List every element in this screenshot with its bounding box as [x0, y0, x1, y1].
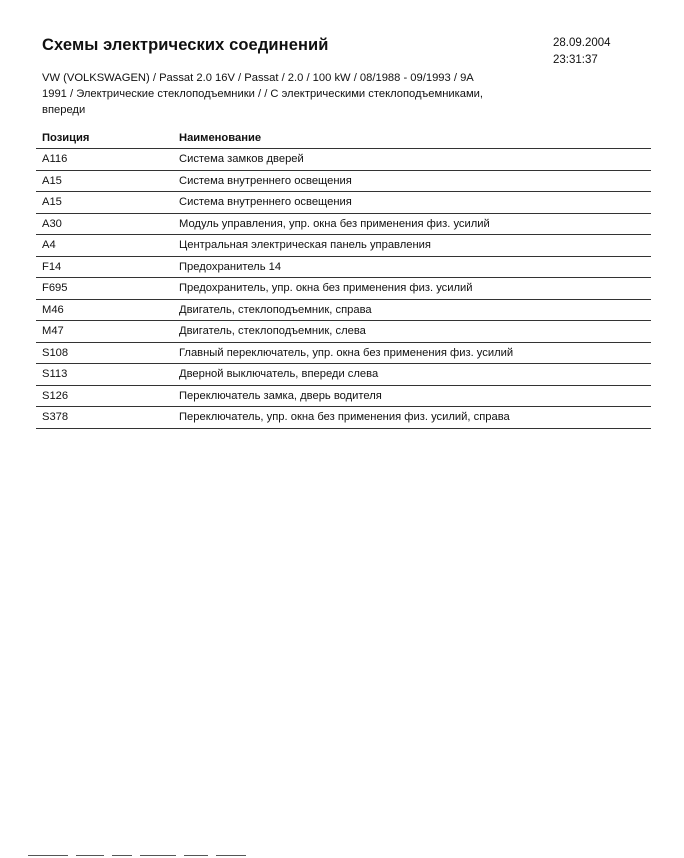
table-row [36, 407, 651, 429]
vehicle-line-3: впереди [42, 104, 86, 116]
cell-name: Система замков дверей [173, 149, 651, 171]
cell-position: A116 [36, 149, 173, 171]
page-edge-artifact [28, 852, 328, 858]
cell-position: S113 [36, 364, 173, 386]
table-row [36, 235, 651, 257]
table-row [36, 170, 651, 192]
table-row [36, 299, 651, 321]
cell-position: A30 [36, 213, 173, 235]
cell-position: A15 [36, 192, 173, 214]
cell-name: Система внутреннего освещения [173, 192, 651, 214]
print-time: 23:31:37 [553, 54, 598, 66]
cell-position: S108 [36, 342, 173, 364]
cell-name: Главный переключатель, упр. окна без применения физ. усилий [173, 342, 651, 364]
table-row [36, 213, 651, 235]
column-header-position: Позиция [36, 128, 173, 149]
vehicle-line-1: VW (VOLKSWAGEN) / Passat 2.0 16V / Passat / 2.0 / 100 kW / 08/1988 - 09/1993 / 9A [42, 72, 474, 84]
components-table [36, 128, 651, 429]
cell-position: F14 [36, 256, 173, 278]
print-timestamp [553, 35, 611, 69]
cell-name: Переключатель замка, дверь водителя [173, 385, 651, 407]
table-row [36, 256, 651, 278]
cell-position: F695 [36, 278, 173, 300]
cell-name: Двигатель, стеклоподъемник, справа [173, 299, 651, 321]
cell-position: S126 [36, 385, 173, 407]
cell-name: Предохранитель 14 [173, 256, 651, 278]
cell-position: S378 [36, 407, 173, 429]
cell-position: M47 [36, 321, 173, 343]
print-date: 28.09.2004 [553, 37, 611, 49]
table-row [36, 385, 651, 407]
column-header-name: Наименование [173, 128, 651, 149]
cell-name: Дверной выключатель, впереди слева [173, 364, 651, 386]
cell-position: M46 [36, 299, 173, 321]
vehicle-description [42, 70, 542, 118]
cell-name: Центральная электрическая панель управления [173, 235, 651, 257]
table-row [36, 149, 651, 171]
cell-name: Система внутреннего освещения [173, 170, 651, 192]
cell-name: Двигатель, стеклоподъемник, слева [173, 321, 651, 343]
cell-position: A4 [36, 235, 173, 257]
cell-name: Переключатель, упр. окна без применения физ. усилий, справа [173, 407, 651, 429]
table-row [36, 342, 651, 364]
table-header-row [36, 128, 651, 149]
cell-name: Модуль управления, упр. окна без применения физ. усилий [173, 213, 651, 235]
table-row [36, 364, 651, 386]
table-row [36, 192, 651, 214]
table-row [36, 278, 651, 300]
cell-name: Предохранитель, упр. окна без применения физ. усилий [173, 278, 651, 300]
document-title: Схемы электрических соединений [42, 36, 329, 54]
table-row [36, 321, 651, 343]
cell-position: A15 [36, 170, 173, 192]
vehicle-line-2: 1991 / Электрические стеклоподъемники / / С электрическими стеклоподъемниками, [42, 88, 484, 100]
